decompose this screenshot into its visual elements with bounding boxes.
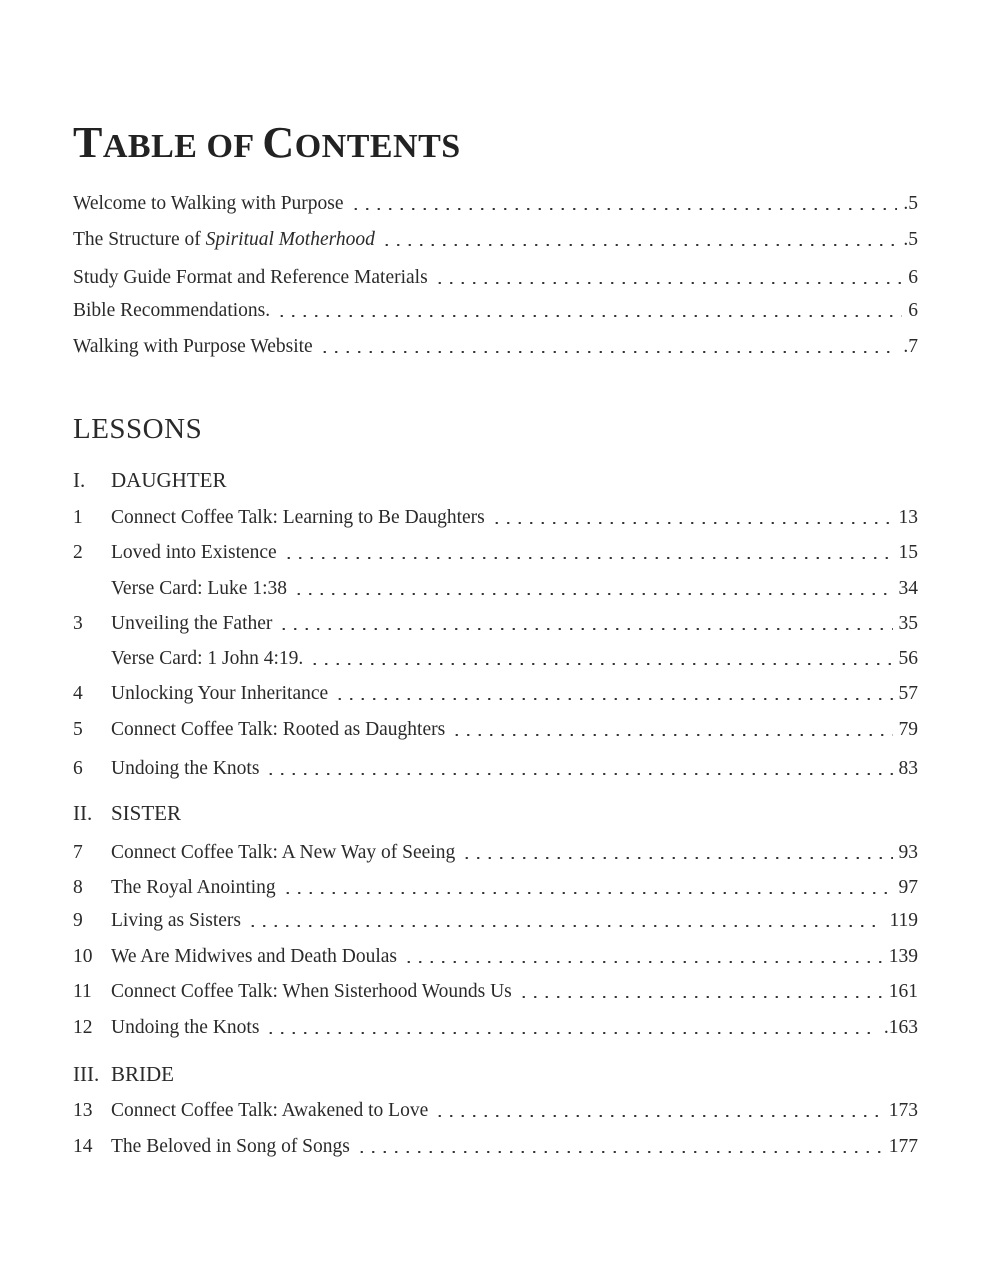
entry-page: 15 — [898, 542, 918, 563]
lesson-number: 10 — [73, 946, 93, 967]
entry-title: Verse Card: 1 John 4:19. — [111, 648, 304, 669]
entry-title: The Royal Anointing — [111, 877, 276, 898]
entry-title: Undoing the Knots — [111, 758, 260, 779]
entry-title: We Are Midwives and Death Doulas — [111, 946, 397, 967]
lesson-number: 13 — [73, 1100, 93, 1121]
lessons-heading: LESSONS — [73, 413, 203, 445]
entry-page: 83 — [898, 758, 918, 779]
toc-lesson-12[interactable] — [73, 1014, 918, 1040]
toc-lesson-3[interactable] — [73, 610, 918, 636]
dot-leader — [356, 1151, 883, 1153]
toc-entry-website[interactable] — [73, 333, 918, 359]
toc-lesson-8[interactable] — [73, 874, 918, 900]
toc-lesson-14[interactable] — [73, 1133, 918, 1159]
section-heading-daughter: I. DAUGHTER — [73, 468, 227, 492]
lesson-number: 9 — [73, 910, 83, 931]
entry-title: Connect Coffee Talk: When Sisterhood Wounds Us — [111, 981, 512, 1002]
entry-title: Living as Sisters — [111, 910, 241, 931]
entry-page: 13 — [898, 507, 918, 528]
toc-lesson-7[interactable] — [73, 839, 918, 865]
entry-page: 173 — [888, 1100, 918, 1121]
toc-entry-structure[interactable] — [73, 226, 918, 252]
entry-title: Unveiling the Father — [111, 613, 273, 634]
lesson-number: 12 — [73, 1017, 93, 1038]
dot-leader — [293, 593, 893, 595]
toc-lesson-13[interactable] — [73, 1097, 918, 1123]
entry-page: 79 — [898, 719, 918, 740]
dot-leader — [265, 1032, 877, 1034]
section-heading-bride: III. BRIDE — [73, 1062, 174, 1086]
toc-lesson-4[interactable] — [73, 680, 918, 706]
entry-page: .163 — [883, 1017, 918, 1038]
entry-title: The Beloved in Song of Songs — [111, 1136, 350, 1157]
entry-title: Walking with Purpose Website — [73, 336, 313, 357]
dot-leader — [434, 1115, 883, 1117]
entry-page: .5 — [903, 193, 918, 214]
entry-title: Connect Coffee Talk: A New Way of Seeing — [111, 842, 456, 863]
section-heading-sister: II. SISTER — [73, 801, 182, 825]
dot-leader — [434, 282, 903, 284]
entry-title: Study Guide Format and Reference Materials — [73, 267, 428, 288]
entry-title: Unlocking Your Inheritance — [111, 683, 329, 704]
toc-lesson-2[interactable] — [73, 539, 918, 565]
dot-leader — [319, 351, 898, 353]
lesson-number: 1 — [73, 507, 83, 528]
entry-page: 161 — [888, 981, 918, 1002]
dot-leader — [403, 961, 883, 963]
dot-leader — [282, 892, 893, 894]
dot-leader — [381, 244, 898, 246]
toc-entry-bible[interactable] — [73, 297, 918, 323]
toc-lesson-9[interactable] — [73, 907, 918, 933]
dot-leader — [350, 208, 898, 210]
toc-lesson-6[interactable] — [73, 755, 918, 781]
dot-leader — [451, 734, 892, 736]
toc-entry-format[interactable] — [73, 264, 918, 290]
entry-page: .5 — [903, 229, 918, 250]
entry-title: Connect Coffee Talk: Rooted as Daughters — [111, 719, 446, 740]
lesson-number: 6 — [73, 758, 83, 779]
entry-title: Connect Coffee Talk: Awakened to Love — [111, 1100, 429, 1121]
entry-page: 6 — [908, 300, 918, 321]
entry-page: 139 — [888, 946, 918, 967]
lesson-number: 7 — [73, 842, 83, 863]
lesson-number: 8 — [73, 877, 83, 898]
lesson-number: 3 — [73, 613, 83, 634]
page-title: TABLE OF CONTENTS — [73, 118, 461, 167]
toc-lesson-11[interactable] — [73, 978, 918, 1004]
toc-verse-card-john[interactable] — [73, 645, 918, 671]
lesson-number: 11 — [73, 981, 92, 1002]
entry-page: 97 — [898, 877, 918, 898]
entry-page: 34 — [898, 578, 918, 599]
toc-verse-card-luke[interactable] — [73, 575, 918, 601]
entry-page: .7 — [903, 336, 918, 357]
lesson-number: 4 — [73, 683, 83, 704]
entry-title: Undoing the Knots — [111, 1017, 260, 1038]
dot-leader — [461, 857, 892, 859]
toc-lesson-10[interactable] — [73, 943, 918, 969]
entry-page: 35 — [898, 613, 918, 634]
dot-leader — [518, 996, 883, 998]
entry-page: 57 — [898, 683, 918, 704]
toc-lesson-5[interactable] — [73, 716, 918, 742]
dot-leader — [247, 925, 883, 927]
entry-title: Bible Recommendations. — [73, 300, 271, 321]
dot-leader — [276, 315, 902, 317]
lesson-number: 14 — [73, 1136, 93, 1157]
entry-page: 6 — [908, 267, 918, 288]
entry-title: Connect Coffee Talk: Learning to Be Daughters — [111, 507, 485, 528]
dot-leader — [265, 773, 892, 775]
entry-title: The Structure of Spiritual Motherhood — [73, 229, 375, 250]
entry-page: 119 — [889, 910, 918, 931]
lesson-number: 5 — [73, 719, 83, 740]
entry-title: Loved into Existence — [111, 542, 277, 563]
lesson-number: 2 — [73, 542, 83, 563]
entry-title: Verse Card: Luke 1:38 — [111, 578, 287, 599]
entry-page: 56 — [898, 648, 918, 669]
entry-title-italic: Spiritual Motherhood — [205, 229, 375, 250]
dot-leader — [309, 663, 892, 665]
toc-lesson-1[interactable] — [73, 504, 918, 530]
entry-page: 177 — [888, 1136, 918, 1157]
dot-leader — [334, 698, 892, 700]
dot-leader — [491, 522, 893, 524]
entry-page: 93 — [898, 842, 918, 863]
dot-leader — [283, 557, 893, 559]
entry-title: Welcome to Walking with Purpose — [73, 193, 344, 214]
toc-entry-welcome[interactable] — [73, 190, 918, 216]
dot-leader — [278, 628, 892, 630]
